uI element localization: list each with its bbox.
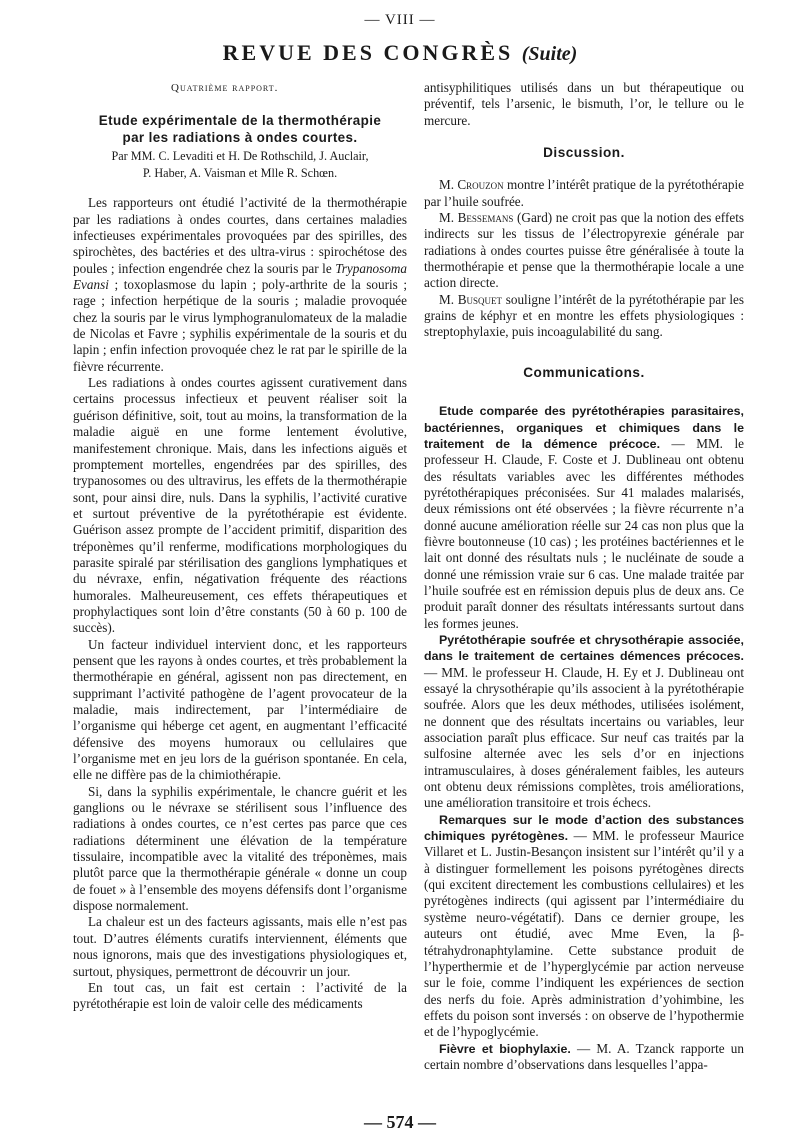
discussion-heading: Discussion. xyxy=(543,145,625,161)
report-title-line-1: Etude expérimentale de la thermothérapie xyxy=(98,113,382,129)
masthead xyxy=(0,40,800,66)
communication-title: Remarques sur le mode d’action des substances chimiques pyrétogènes. xyxy=(424,812,744,844)
roman-page-number: — VIII — xyxy=(364,12,436,28)
paragraph-2: Les radiations à ondes courtes agissent curativement dans certains processus infectieux et peuvent réaliser soit la guérison définitive, soit, tout au moins, la transformation de la maladie aiguë en une forme lentement évolutive, manifestement chronique. Mais, dans les infections aiguës et promptement mortelles, engendrées par des spirilles, des trypanosomes ou des ultravirus, les effets de la thermothérapie sont, pour ainsi dire, nuls. Dans la syphilis, l’activité curative et surtout préventive de la pyrétothérapie est évidente. Guérison assez prompte de l’accident primitif, disparition des tréponèmes qu’il renferme, modifications morphologiques du parasite spiralé par stérilisation des ganglions lymphatiques et du névraxe, enfin, négativation fréquente des réactions humorales. Malheureusement, ces effets thérapeutiques et prophylactiques sont loin d’être constants (50 à 60 p. 100 de succès). xyxy=(73,375,407,636)
speaker-name: M. Busquet xyxy=(439,291,503,307)
speaker-name: M. Crouzon xyxy=(439,177,504,193)
page-folio: — 574 — xyxy=(364,1112,436,1132)
communication-4: Fièvre et biophylaxie. — M. A. Tzanck rapporte un certain nombre d’observations dans lesquelles l’appa- xyxy=(424,1040,744,1072)
report-title-line-2: par les radiations à ondes courtes. xyxy=(122,130,358,146)
discussion-item-1: M. Crouzon montre l’intérêt pratique de la pyrétothérapie par l’huile soufrée. xyxy=(424,177,744,209)
communication-3: Remarques sur le mode d’action des substances chimiques pyrétogènes. — MM. le professeur Maurice Villaret et L. Justin-Besançon insistent sur l’intérêt qu’il y a à distinguer formellement les poisons pyrétogènes directs (qui excitent directement les combustions cellulaires) et les pyrétogènes indirects (qui agissent par l’intermédiaire du système neuro-végétatif). Dans ce dernier groupe, les auteurs ont étudié, avec Mme Even, la β-tétrahydronaphtylamine. Cette substance produit de l’hyperthermie et de l’hyperglycémie par action nerveuse sur le foie, comme l’indiquent les expériences de section des nerfs du foie. Après administration d’yohimbine, les effets du poison sont inversés : on observe de l’hypothermie et de l’hypoglycémie. xyxy=(424,812,744,1040)
paragraph-4: Si, dans la syphilis expérimentale, le chancre guérit et les ganglions ou le névraxe se stérilisent sous l’influence des radiations à ondes courtes, ce n’est certes pas parce que ces radiations déterminent une élévation de la température tissulaire, incompatible avec la vitalité des tréponèmes, mais plutôt parce que la thermothérapie générale « donne un coup de fouet » à l’ensemble des moyens défensifs dont l’organisme dispose normalement. xyxy=(73,783,407,914)
authors-line-2: P. Haber, A. Vaisman et Mlle R. Schœn. xyxy=(142,165,338,180)
masthead-title: REVUE DES CONGRÈS xyxy=(222,40,514,65)
communication-title: Etude comparée des pyrétothérapies parasitaires, bactériennes, organiques et chimiques dans le traitement de la démence précoce. xyxy=(424,404,744,451)
paragraph-3: Un facteur individuel intervient donc, et les rapporteurs pensent que les rayons à ondes courtes, et très probablement la thermothérapie en général, agissent non pas directement, en supprimant l’activité pathogène de l’agent provocateur de la maladie, mais indirectement, par l’intermédiaire de l’organisme qui héberge cet agent, en augmentant l’efficacité défensive des moyens humoraux ou cellulaires que l’organisme met en jeu lors de la guérison spontanée. En cela, elle ne diffère pas de la chimiothérapie. xyxy=(73,636,407,783)
discussion-item-3: M. Busquet souligne l’intérêt de la pyrétothérapie par les grains de képhyr et en montre les effets physiologiques : streptophylaxie, puis incoagulabilité du sang. xyxy=(424,291,744,340)
communication-2: Pyrétothérapie soufrée et chrysothérapie associée, dans le traitement de certaines démences précoces. — MM. le professeur H. Claude, H. Ey et J. Dublineau ont essayé la chrysothérapie qu’ils associent à la pyrétothérapie soufrée. Alors que les deux méthodes, utilisées isolément, ne donnent que des résultats incertains ou variables, leur association paraît plus efficace. Sur neuf cas traités par la sulfosine alternée avec les sels d’or en injections intramusculaires, à doses généralement faibles, les auteurs ont obtenu deux rémissions complètes, trois améliorations, une amélioration transitoire et trois échecs. xyxy=(424,632,744,811)
discussion-item-2: M. Bessemans (Gard) ne croit pas que la notion des effets indirects sur les tissus de l’électropyrexie générale par radiations à ondes courtes puisse être généralisée à toute la thermothérapie et pense que la thermothérapie locale a une action directe. xyxy=(424,210,744,291)
left-column xyxy=(73,80,407,1013)
continuation-paragraph: antisyphilitiques utilisés dans un but thérapeutique ou préventif, tels l’arsenic, le bismuth, l’or, le tellure ou le mercure. xyxy=(424,80,744,128)
communication-title: Fièvre et biophylaxie. xyxy=(439,1041,571,1056)
species-name: Trypanosoma Evansi xyxy=(73,260,407,293)
communications-heading: Communications. xyxy=(523,364,645,380)
paragraph-5: La chaleur est un des facteurs agissants, mais elle n’est pas tout. D’autres éléments curatifs interviennent, éléments que nous ignorons, mais que des investigations physiologiques et, surtout, physiques, permettront de découvrir un jour. xyxy=(73,914,407,979)
communication-title: Pyrétothérapie soufrée et chrysothérapie associée, dans le traitement de certaines démences précoces. xyxy=(424,632,744,664)
report-label: Quatrième rapport. xyxy=(171,82,279,94)
report-authors xyxy=(73,148,407,181)
masthead-suite: (Suite) xyxy=(521,43,578,65)
speaker-name: M. Bessemans xyxy=(439,210,514,226)
paragraph-1: Les rapporteurs ont étudié l’activité de la thermothérapie par les radiations à ondes courtes, dans certaines maladies infectieuses expérimentales provoquées par des spirilles, des spirochètes, des bactéries et des ultra-virus : spirochétose des poules ; infection engendrée chez la souris par le Trypanosoma Evansi ; toxoplasmose du lapin ; poly-arthrite de la souris ; rage ; infection herpétique de la souris ; maladie provoquée chez la souris par le virus lymphogranulomateux de la maladie de Nicolas et Favre ; syphilis expérimentale de la souris et du lapin ; enfin infection provoquée chez le rat par le spirille de la fièvre récurrente. xyxy=(73,195,407,374)
right-column xyxy=(424,80,744,1073)
communication-1: Etude comparée des pyrétothérapies parasitaires, bactériennes, organiques et chimiques dans le traitement de la démence précoce. — MM. le professeur H. Claude, F. Coste et J. Dublineau ont obtenu des résultats variables avec les différentes méthodes pyrétothérapiques préconisées. Sur 41 malades malarisés, deux rémissions ont été observées ; la fièvre récurrente n’a donné aucune amélioration réelle sur 24 cas non plus que la fièvre boutonneuse (10 cas) ; les protéines bactériennes et le lait ont donné des résultats nuls ; le nucléinate de soude a donné une rémission vraie sur 6 cas. Une malade traitée par l’huile soufrée est en rémission depuis plus de deux ans. Ce produit paraît donner des résultats intéressants surtout dans les formes jeunes. xyxy=(424,404,745,631)
report-title xyxy=(73,112,407,146)
paragraph-6: En tout cas, un fait est certain : l’activité de la pyrétothérapie est loin de valoir celle des médicaments xyxy=(73,979,407,1012)
authors-line-1: Par MM. C. Levaditi et H. De Rothschild, J. Auclair, xyxy=(111,149,369,164)
